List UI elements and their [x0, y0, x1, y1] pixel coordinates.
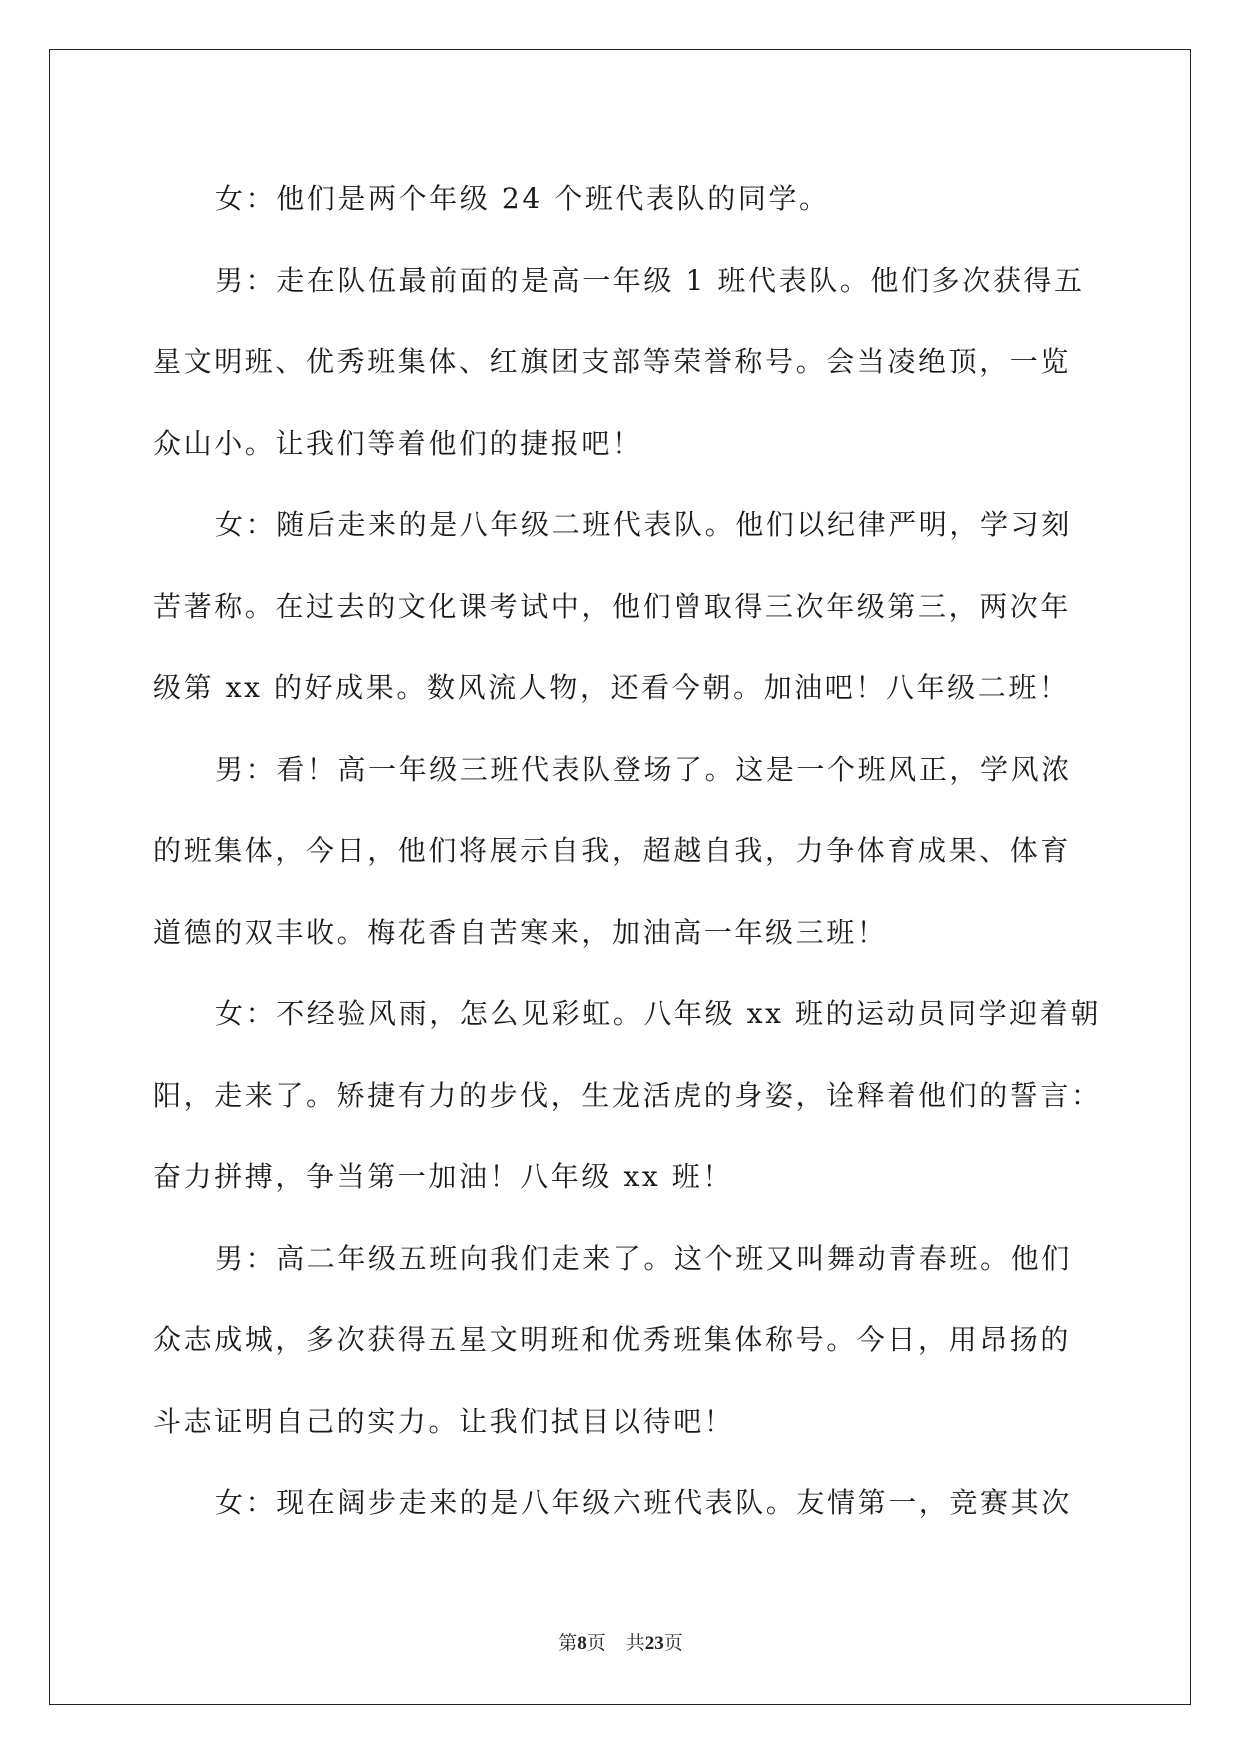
- text-line: 星文明班、优秀班集体、红旗团支部等荣誉称号。会当凌绝顶，一览: [153, 345, 1072, 378]
- footer-total-suffix: 页: [663, 1632, 683, 1654]
- text-line: 女：他们是两个年级 24 个班代表队的同学。: [215, 182, 830, 215]
- text-line: 级第 xx 的好成果。数风流人物，还看今朝。加油吧！八年级二班！: [153, 671, 1070, 704]
- footer-total-prefix: 共: [625, 1632, 645, 1654]
- text-line: 道德的双丰收。梅花香自苦寒来，加油高一年级三班！: [153, 915, 888, 949]
- text-line: 斗志证明自己的实力。让我们拭目以待吧！: [153, 1404, 735, 1438]
- text-line: 众山小。让我们等着他们的捷报吧！: [153, 426, 643, 460]
- total-pages: 23: [644, 1633, 664, 1654]
- document-body: [153, 158, 1102, 1544]
- footer-page-suffix: 页: [586, 1632, 606, 1654]
- text-line: 男：走在队伍最前面的是高一年级 1 班代表队。他们多次获得五: [215, 263, 1085, 297]
- footer-prefix: 第: [558, 1632, 578, 1654]
- text-line: 男：看！高一年级三班代表队登场了。这是一个班风正，学风浓: [215, 752, 1072, 786]
- page-number: 8: [577, 1633, 587, 1654]
- text-line: 女：随后走来的是八年级二班代表队。他们以纪律严明，学习刻: [215, 508, 1072, 541]
- text-line: 众志成城，多次获得五星文明班和优秀班集体称号。今日，用昂扬的: [153, 1323, 1072, 1356]
- text-line: 的班集体，今日，他们将展示自我，超越自我，力争体育成果、体育: [153, 834, 1072, 867]
- text-line: 奋力拼搏，争当第一加油！八年级 xx 班！: [153, 1160, 733, 1193]
- text-line: 女：不经验风雨，怎么见彩虹。八年级 xx 班的运动员同学迎着朝: [215, 997, 1101, 1030]
- text-line: 苦著称。在过去的文化课考试中，他们曾取得三次年级第三，两次年: [153, 589, 1072, 623]
- text-line: 男：高二年级五班向我们走来了。这个班又叫舞动青春班。他们: [215, 1241, 1072, 1275]
- text-line: 阳，走来了。矫捷有力的步伐，生龙活虎的身姿，诠释着他们的誓言：: [153, 1078, 1102, 1112]
- text-line: 女：现在阔步走来的是八年级六班代表队。友情第一，竞赛其次: [215, 1486, 1072, 1519]
- page-footer: [0, 1628, 1241, 1655]
